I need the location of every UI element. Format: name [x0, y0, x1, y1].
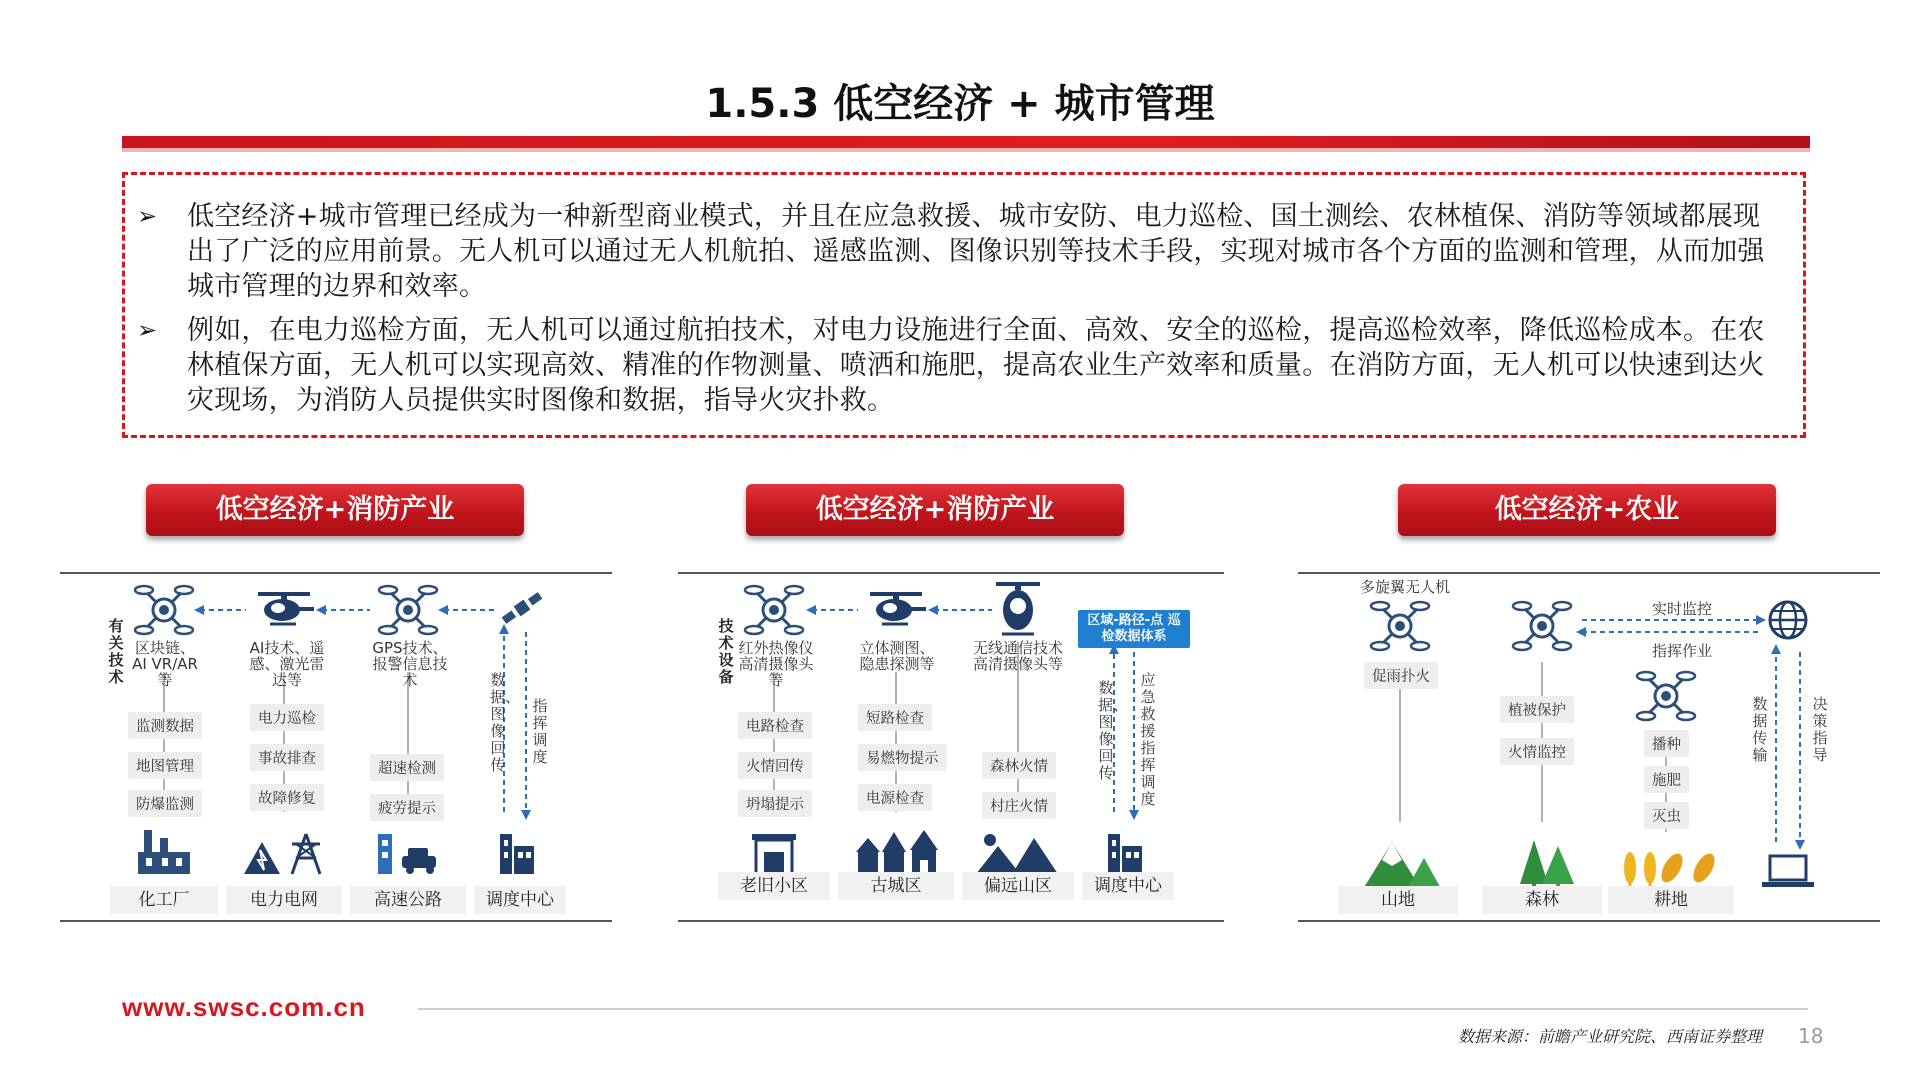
- summary-box: [122, 172, 1806, 438]
- bullet-text: 低空经济+城市管理已经成为一种新型商业模式，并且在应急救援、城市安防、电力巡检、国土测绘、农林植保、消防等领域都展现出了广泛的应用前景。无人机可以通过无人机航拍、遥感监测、图像识别等技术手段，实现对城市各个方面的监测和管理，从而加强城市管理的边界和效率。: [187, 201, 1765, 302]
- function-chip: 火情监控: [1500, 738, 1574, 765]
- rescue-helicopter-icon: [996, 584, 1040, 634]
- function-chip: 监测数据: [128, 712, 202, 739]
- chemical-plant-icon: [138, 830, 190, 874]
- quadcopter-icon: [1371, 602, 1429, 650]
- place-label: 山地: [1338, 886, 1458, 914]
- place-label: 老旧小区: [718, 872, 830, 900]
- transfer-label: 数据传输: [1752, 695, 1768, 764]
- function-chip: 地图管理: [128, 752, 202, 779]
- data-source: 数据来源：前瞻产业研究院、西南证券整理: [1458, 1027, 1763, 1046]
- website-link[interactable]: www.swsc.com.cn: [122, 992, 366, 1022]
- page-number: 18: [1798, 1024, 1824, 1048]
- quadcopter-icon: [1637, 672, 1695, 720]
- place-label: 调度中心: [474, 886, 566, 914]
- place-label: 古城区: [838, 872, 954, 900]
- tech-label: 红外热像仪 高清摄像头等: [738, 639, 814, 689]
- helicopter-icon: [258, 594, 314, 624]
- tech-label: 无线通信技术 高清摄像头等: [972, 639, 1063, 673]
- function-chip: 短路检查: [858, 704, 932, 731]
- footer-divider: [418, 1008, 1808, 1010]
- function-chip: 坍塌提示: [738, 790, 812, 817]
- place-label: 耕地: [1608, 886, 1734, 914]
- function-chip: 播种: [1644, 730, 1689, 757]
- place-label: 森林: [1482, 886, 1602, 914]
- quadcopter-icon: [745, 586, 803, 634]
- page-title: 1.5.3 低空经济 + 城市管理: [705, 81, 1215, 127]
- quadcopter-icon: [379, 586, 437, 634]
- arrow-bullet-icon: ➢: [137, 316, 158, 344]
- function-chip: 灭虫: [1644, 802, 1689, 829]
- dispatch-center-icon: [500, 834, 534, 874]
- panel-graphics: [60, 572, 612, 922]
- satellite-icon: [501, 590, 544, 625]
- side-label: 有关技术: [108, 617, 124, 686]
- command-label: 指挥调度: [532, 697, 548, 766]
- tech-label: 区块链、AI VR/AR等: [132, 639, 198, 689]
- function-chip: 森林火情: [982, 752, 1056, 779]
- place-label: 化工厂: [110, 886, 218, 914]
- helicopter-icon: [870, 594, 926, 624]
- diagram-agriculture: [1298, 572, 1880, 922]
- function-chip: 电源检查: [858, 784, 932, 811]
- diagram-fire-industry-1: [60, 572, 612, 922]
- title-underline: [122, 136, 1810, 148]
- tech-label: 立体测图、隐患探测等: [859, 639, 935, 673]
- function-chip: 故障修复: [250, 784, 324, 811]
- bullet-2: [137, 313, 1787, 418]
- laptop-icon: [1762, 856, 1814, 887]
- old-town-icon: [856, 830, 938, 874]
- function-chip: 火情回传: [738, 752, 812, 779]
- place-label: 高速公路: [350, 886, 466, 914]
- section-pill-2: 低空经济+消防产业: [746, 484, 1124, 536]
- function-chip: 疲劳提示: [370, 794, 444, 821]
- function-chip: 超速检测: [370, 754, 444, 781]
- function-chip: 村庄火情: [982, 792, 1056, 819]
- upload-label: 数据、图像回传: [1098, 679, 1129, 782]
- function-chip: 电路检查: [738, 712, 812, 739]
- function-chip: 防爆监测: [128, 790, 202, 817]
- section-pill-3: 低空经济+农业: [1398, 484, 1776, 536]
- tech-label: AI技术、遥感、激光雷达等: [249, 639, 325, 689]
- inspection-system-box: 区域-路径-点 巡检数据体系: [1078, 610, 1190, 648]
- place-label: 偏远山区: [962, 872, 1074, 900]
- power-grid-icon: [244, 834, 320, 874]
- drone-label: 多旋翼无人机: [1360, 578, 1451, 596]
- function-chip: 事故排查: [250, 744, 324, 771]
- quadcopter-icon: [135, 586, 193, 634]
- command-work-label: 指挥作业: [1652, 642, 1713, 660]
- panel-graphics: [1298, 572, 1880, 922]
- place-label: 电力电网: [226, 886, 342, 914]
- function-chip: 促雨扑火: [1364, 662, 1438, 689]
- monitoring-label: 实时监控: [1652, 600, 1713, 618]
- diagram-fire-industry-2: [678, 572, 1224, 922]
- arrow-bullet-icon: ➢: [137, 202, 158, 230]
- side-label: 技术设备: [718, 617, 734, 686]
- function-chip: 植被保护: [1500, 696, 1574, 723]
- decision-label: 决策指导: [1812, 695, 1828, 764]
- dispatch-center-icon: [1108, 834, 1142, 874]
- bullet-1: [137, 199, 1787, 304]
- place-label: 调度中心: [1082, 872, 1174, 900]
- quadcopter-icon: [1513, 602, 1571, 650]
- remote-mountain-icon: [974, 834, 1060, 876]
- highway-icon: [378, 834, 436, 874]
- globe-icon: [1770, 602, 1806, 638]
- old-community-icon: [752, 834, 796, 874]
- function-chip: 电力巡检: [250, 704, 324, 731]
- function-chip: 易燃物提示: [858, 744, 947, 771]
- section-pill-1: 低空经济+消防产业: [146, 484, 524, 536]
- upload-label: 数据、图像回传: [490, 671, 521, 774]
- bullet-text: 例如，在电力巡检方面，无人机可以通过航拍技术，对电力设施进行全面、高效、安全的巡检，提高巡检效率，降低巡检成本。在农林植保方面，无人机可以实现高效、精准的作物测量、喷洒和施肥，提高农业生产效率和质量。在消防方面，无人机可以快速到达火灾现场，为消防人员提供实时图像和数据，指导火灾扑救。: [187, 315, 1765, 416]
- function-chip: 施肥: [1644, 766, 1689, 793]
- command-label: 应急救援指挥调度: [1140, 671, 1156, 808]
- tech-label: GPS技术、报警信息技术: [372, 639, 448, 689]
